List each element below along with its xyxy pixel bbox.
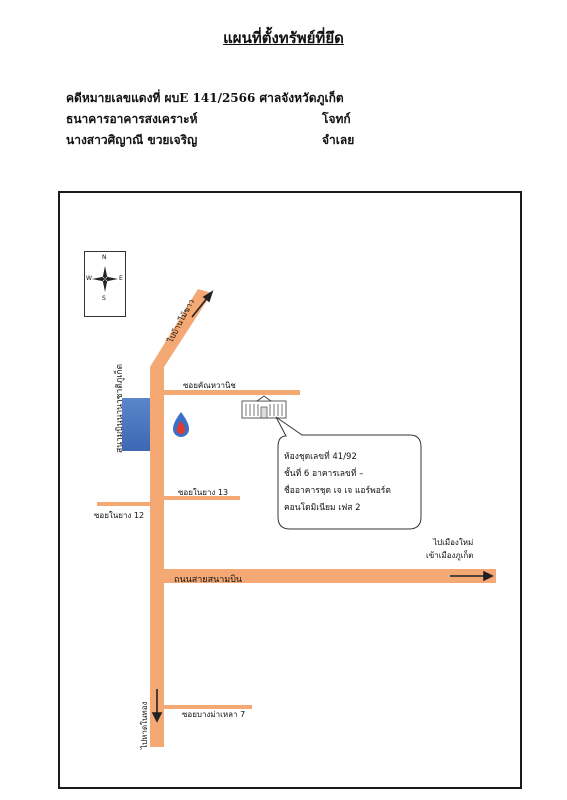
plaintiff-name: ธนาคารอาคารสงเคราะห์ xyxy=(66,112,198,126)
compass-w: W xyxy=(86,275,92,282)
callout-line-2: ชั้นที่ 6 อาคารเลขที่ – xyxy=(284,469,364,479)
label-soi-12: ซอยในยาง 12 xyxy=(94,511,145,520)
case-number: คดีหมายเลขแดงที่ ผบE 141/2566 ศาลจังหวัดภูเก็ต xyxy=(66,91,344,105)
page-title: แผนที่ตั้งทรัพย์ที่ยึด xyxy=(223,29,344,47)
compass-s: S xyxy=(102,295,106,302)
label-to-mai-khao: ไปบ้านไม้ขาว xyxy=(165,297,197,345)
callout-line-1: ห้องชุดเลขที่ 41/92 xyxy=(284,452,357,462)
compass-e: E xyxy=(119,275,123,282)
compass-n: N xyxy=(102,254,107,261)
label-soi-top: ซอยคัณหวานิช xyxy=(183,381,236,390)
defendant-name: นางสาวศิญาณี ขวยเจริญ xyxy=(66,133,198,147)
airport-label: สนามบินนานาชาติภูเก็ต xyxy=(115,364,125,453)
label-soi-13: ซอยในยาง 13 xyxy=(178,488,229,497)
direction-arrows xyxy=(60,193,522,789)
label-to-nai-thon: ไปหาดในทอง xyxy=(140,701,149,749)
callout-line-3: ชื่ออาคารชุด เจ เจ แอร์พอร์ต xyxy=(284,486,391,496)
plaintiff-role: โจทก์ xyxy=(322,112,351,126)
label-soi-bang-ma-pla: ซอยบางม่าเหลา 7 xyxy=(182,710,246,719)
label-to-city: ไปเมืองใหม่ xyxy=(433,538,474,547)
defendant-role: จำเลย xyxy=(322,133,355,147)
location-map xyxy=(58,191,522,789)
callout-line-4: คอนโดมิเนียม เฟส 2 xyxy=(284,503,361,513)
label-airport-road: ถนนสายสนามบิน xyxy=(174,575,243,585)
label-to-city-2: เข้าเมืองภูเก็ต xyxy=(426,551,474,560)
